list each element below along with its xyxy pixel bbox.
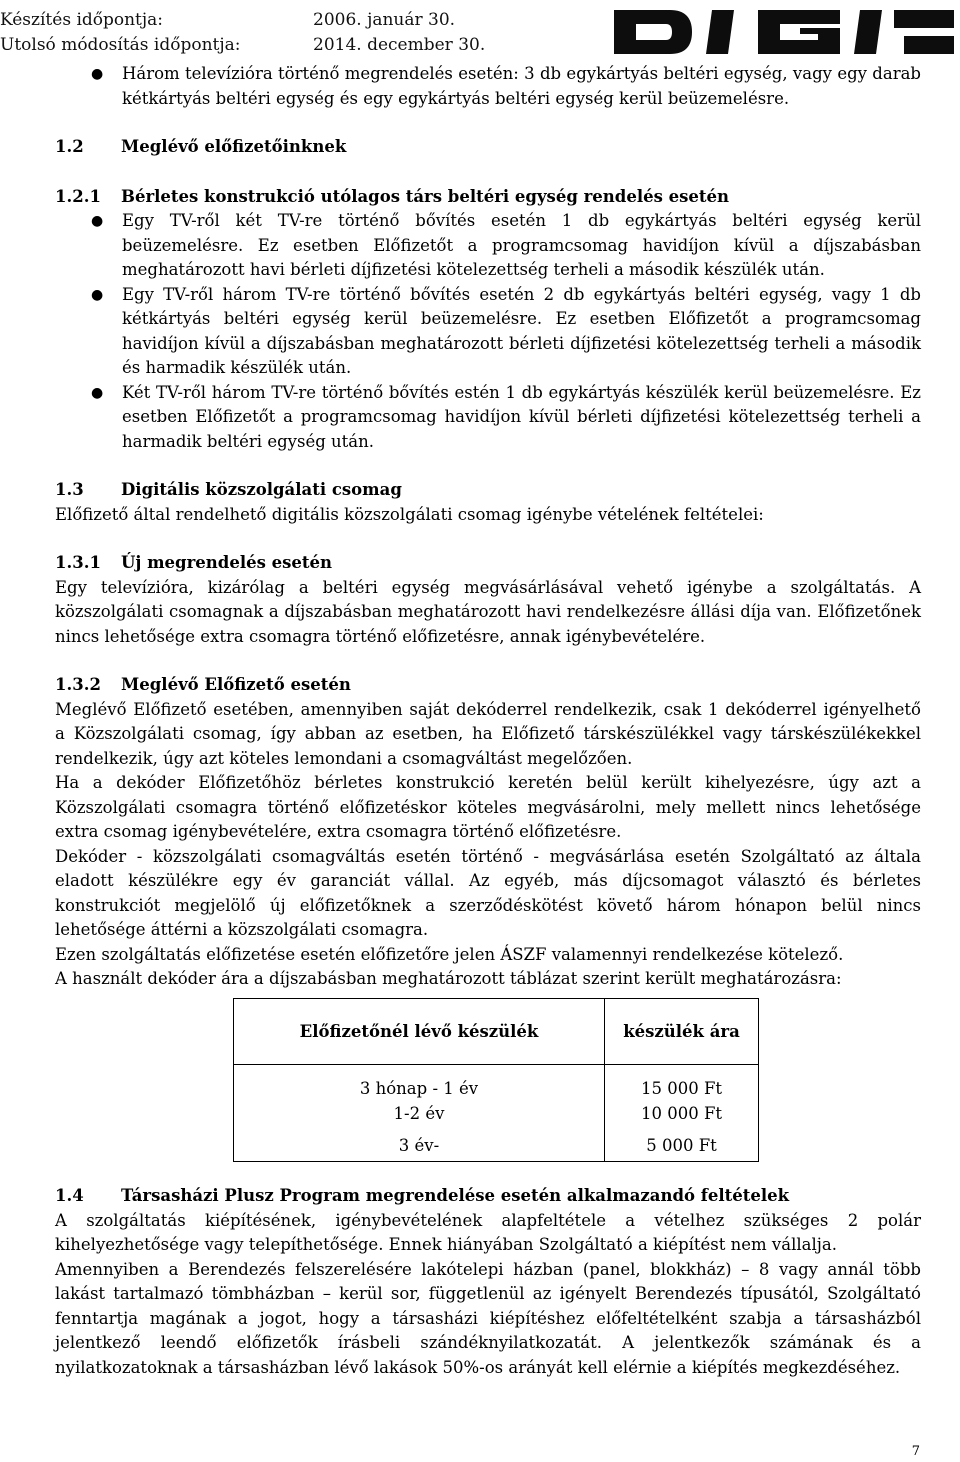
section-1-4 xyxy=(55,1184,921,1380)
list-item: ● Két TV-ről három TV-re történő bővítés estén 1 db egykártyás készülék kerül beüzemelésre. Ez esetben Előfizetőt a programcsomag havidíjon kívül bérleti díjfizetési kötelezettség terheli a harmadik beltéri egység után. xyxy=(91,382,921,451)
section-heading: 1.2.1 Bérletes konstrukció utólagos társ beltéri egység rendelés esetén xyxy=(55,186,730,206)
bullet-icon: ● xyxy=(91,66,104,82)
bullet-icon: ● xyxy=(91,384,104,401)
table-header-cell: készülék ára xyxy=(605,999,759,1065)
table-cell: 1-2 év xyxy=(234,1098,605,1130)
table-row xyxy=(234,1065,759,1098)
page-header xyxy=(0,8,485,58)
table-cell: 3 év- xyxy=(234,1130,605,1162)
price-table xyxy=(233,998,759,1162)
modified-value: 2014. december 30. xyxy=(313,35,486,55)
created-label: Készítés időpontja: xyxy=(0,10,164,30)
table-cell: 3 hónap - 1 év xyxy=(234,1065,605,1098)
section-heading: 1.3.2 Meglévő Előfizető esetén xyxy=(55,675,351,694)
bullet-icon: ● xyxy=(91,213,104,229)
bullet-icon: ● xyxy=(91,286,104,303)
table-header-row xyxy=(234,999,759,1065)
section-heading: 1.3 Digitális közszolgálati csomag xyxy=(55,480,402,499)
section-heading: 1.3.1 Új megrendelés esetén xyxy=(55,553,333,572)
section-heading: 1.4 Társasházi Plusz Program megrendelése esetén alkalmazandó feltételek xyxy=(55,1186,790,1205)
paragraph: Előfizető által rendelhető digitális közszolgálati csomag igénybe vételének feltételei: xyxy=(55,504,764,524)
paragraph: Ezen szolgáltatás előfizetése esetén előfizetőre jelen ÁSZF valamennyi rendelkezése kötelező. xyxy=(55,944,844,964)
table-row xyxy=(234,1130,759,1162)
paragraph: Egy televízióra, kizárólag a beltéri egység megvásárlásával vehető igénybe a szolgáltatás. A közszolgálati csomagnak a díjszabásban meghatározott havi rendelkezésre állási díja van. Előfizetőnek nincs lehetősége extra csomagra történő előfizetésre, annak igénybevételére. xyxy=(55,577,921,646)
paragraph: A szolgáltatás kiépítésének, igénybevételének alapfeltétele a vételhez szükséges 2 polár kihelyezhetősége vagy telepíthetősége. Ennek hiányában Szolgáltató a kiépítést nem vállalja. xyxy=(55,1210,921,1254)
paragraph: Dekóder - közszolgálati csomagváltás esetén történő - megvásárlása esetén Szolgáltató az általa eladott készülékre egy év garanciát vállal. Az egyéb, más díjcsomagot választó és bérletes konstrukciót megjelölő új előfizetőknek a szerződéskötést követő három hónapon belül nincs lehetősége áttérni a közszolgálati csomagra. xyxy=(55,846,921,939)
table-cell: 15 000 Ft xyxy=(605,1065,759,1098)
section-heading: 1.2 Meglévő előfizetőinknek xyxy=(55,137,347,156)
table-header-cell: Előfizetőnél lévő készülék xyxy=(234,999,605,1065)
table-cell: 10 000 Ft xyxy=(605,1098,759,1130)
document-body xyxy=(55,62,921,992)
created-value: 2006. január 30. xyxy=(313,10,456,30)
paragraph: Meglévő Előfizető esetében, amennyiben saját dekóderrel rendelkezik, csak 1 dekóderrel igényelhető a Közszolgálati csomag, így abban az esetben, ha Előfizető társkészülékkel vagy társkészülékekkel rendelkezik, úgy azt köteles lemondani a csomagváltást megelőzően. xyxy=(55,699,921,768)
list-item: ● Egy TV-ről két TV-re történő bővítés esetén 1 db egykártyás beltéri egység kerül beüzemelésre. Ez esetben Előfizetőt a programcsomag havidíjon kívül a díjszabásban meghatározott havi bérleti díjfizetési kötelezettség terheli a második készülék után. xyxy=(91,211,921,279)
paragraph: Ha a dekóder Előfizetőhöz bérletes konstrukció keretén belül került kihelyezésre, úgy azt a Közszolgálati csomagra történő előfizetéskor köteles megvásárolni, mely mellett nincs lehetősége extra csomag igénybevételére, extra csomagra történő előfizetésre. xyxy=(55,773,921,841)
list-item: ● Egy TV-ről három TV-re történő bővítés esetén 2 db egykártyás beltéri egység, vagy 1 db kétkártyás beltéri egység kerül beüzemelésre. Ez esetben Előfizetőt a programcsomag havidíjon kívül a díjszabásban meghatározott bérleti díjfizetési kötelezettség terheli a második és harmadik készülék után. xyxy=(91,284,921,377)
paragraph: A használt dekóder ára a díjszabásban meghatározott táblázat szerint került meghatározásra: xyxy=(55,969,842,988)
page-number: 7 xyxy=(911,1444,920,1459)
table-cell: 5 000 Ft xyxy=(605,1130,759,1162)
digi-logo xyxy=(608,2,958,62)
modified-label: Utolsó módosítás időpontja: xyxy=(0,35,241,55)
paragraph: Amennyiben a Berendezés felszerelésére lakótelepi házban (panel, blokkház) – 8 vagy annál több lakást tartalmazó tömbházban – kerül sor, függetlenül az igényelt Berendezés típusától, Szolgáltató fenntartja magának a jogot, hogy a társasházi kiépítéshez előfeltételként szabja a társasházból jelentkező leendő előfizetők írásbeli szándéknyilatkozatát. A jelentkezők számának és a nyilatkozatoknak a társasházban lévő lakások 50%-os arányát kell elérnie a kiépítés megkezdéséhez. xyxy=(55,1259,921,1377)
table-row xyxy=(234,1098,759,1130)
list-item: ● Három televízióra történő megrendelés esetén: 3 db egykártyás beltéri egység, vagy egy darab kétkártyás beltéri egység és egy egykártyás beltéri egység kerül beüzemelésre. xyxy=(91,64,921,108)
